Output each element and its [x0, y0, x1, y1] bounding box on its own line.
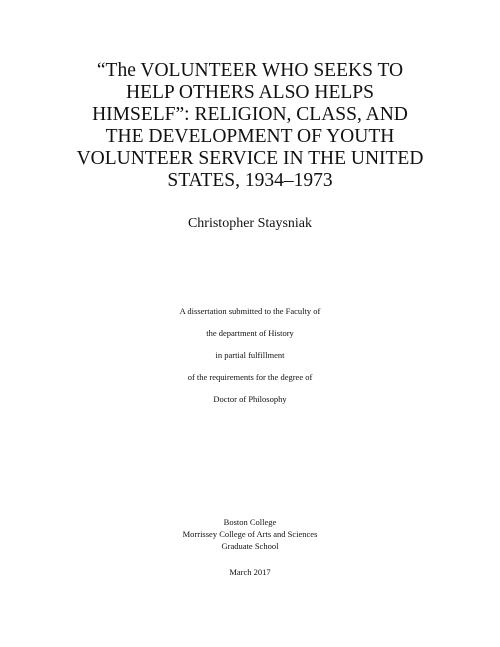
institution-block — [0, 516, 500, 552]
statement-line: of the requirements for the degree of — [187, 372, 313, 382]
institution-line: Graduate School — [221, 541, 279, 551]
title-line: THE DEVELOPMENT OF YOUTH — [105, 126, 395, 147]
institution-line: Morrissey College of Arts and Sciences — [182, 529, 318, 539]
title-line: “The VOLUNTEER WHO SEEKS TO — [96, 60, 404, 81]
statement-line: Doctor of Philosophy — [213, 394, 287, 404]
title-line: HIMSELF”: RELIGION, CLASS, AND — [92, 104, 408, 125]
statement-line: A dissertation submitted to the Faculty of — [179, 306, 321, 316]
title-line: HELP OTHERS ALSO HELPS — [126, 82, 374, 103]
title-line: VOLUNTEER SERVICE IN THE UNITED — [76, 148, 424, 169]
dissertation-title — [40, 60, 460, 192]
statement-line: the department of History — [206, 328, 294, 338]
statement-line: in partial fulfillment — [215, 350, 285, 360]
institution-line: Boston College — [223, 517, 277, 527]
submission-date: March 2017 — [229, 567, 271, 577]
submission-statement — [0, 306, 500, 416]
title-line: STATES, 1934–1973 — [167, 170, 333, 191]
author-name: Christopher Staysniak — [187, 216, 313, 231]
